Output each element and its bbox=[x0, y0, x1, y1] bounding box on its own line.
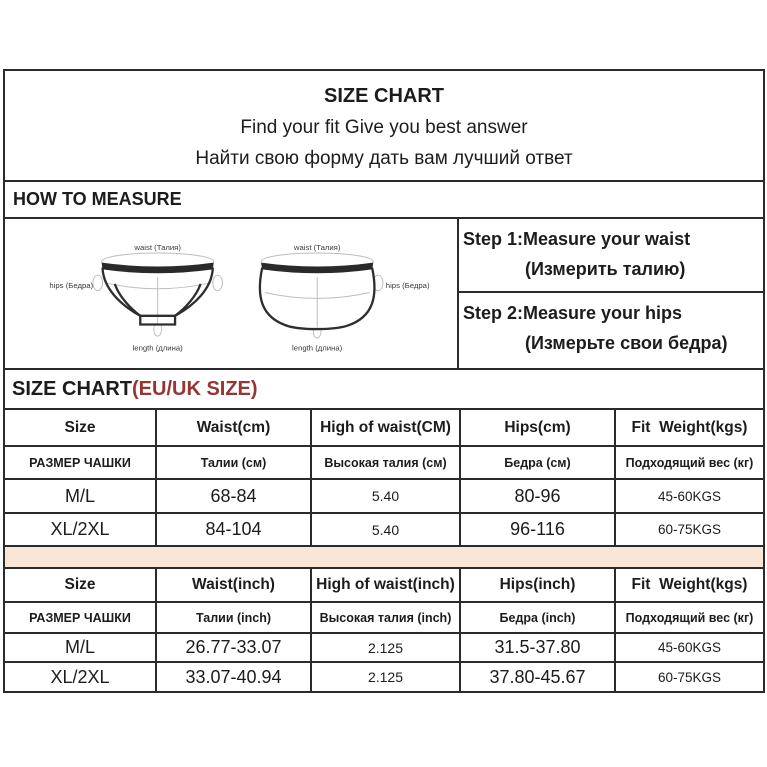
panty-back-sketch bbox=[260, 253, 383, 338]
header-cell: High of waist(inch) bbox=[312, 569, 461, 601]
diagram-waist-label: waist (Талия) bbox=[293, 243, 341, 253]
separator-band bbox=[5, 545, 763, 567]
table-header-row bbox=[5, 410, 763, 445]
cell: 45-60KGS bbox=[657, 488, 722, 504]
cell: XL/2XL bbox=[5, 514, 157, 545]
size-chart-section-heading bbox=[5, 368, 763, 408]
diagram-length-label: length (длина) bbox=[132, 343, 183, 353]
title-block bbox=[5, 71, 763, 180]
content-box bbox=[3, 69, 765, 693]
cell: 2.125 bbox=[312, 663, 461, 691]
step-2 bbox=[459, 293, 763, 366]
measure-steps bbox=[459, 219, 763, 368]
header-cell-ru: Бедра (см) bbox=[461, 447, 616, 478]
step-1 bbox=[459, 219, 763, 293]
header-cell-ru: Подходящий вес (кг) bbox=[625, 610, 754, 625]
header-cell: Hips(cm) bbox=[461, 410, 616, 445]
size-table-inch bbox=[5, 567, 763, 691]
header-cell: Waist(cm) bbox=[157, 410, 312, 445]
header-cell: Fit Weight(kgs) bbox=[631, 576, 748, 593]
cell: 96-116 bbox=[461, 514, 616, 545]
cell: 84-104 bbox=[157, 514, 312, 545]
header-cell-ru: Талии (см) bbox=[157, 447, 312, 478]
page-title: SIZE CHART bbox=[324, 85, 444, 107]
cell: 80-96 bbox=[461, 480, 616, 512]
diagram-hips-label: hips (Бедра) bbox=[385, 280, 430, 290]
diagram-hips-label: hips (Бедра) bbox=[49, 280, 94, 290]
step-2-text-en: Step 2:Measure your hips bbox=[463, 303, 683, 323]
header-cell: Size bbox=[5, 410, 157, 445]
measure-diagram bbox=[35, 223, 435, 368]
table-header-row-ru bbox=[5, 445, 763, 478]
header-cell-ru: РАЗМЕР ЧАШКИ bbox=[5, 603, 157, 632]
cell: 26.77-33.07 bbox=[157, 634, 312, 661]
size-chart-heading-accent: (EU/UK SIZE) bbox=[132, 377, 258, 400]
cell: 33.07-40.94 bbox=[157, 663, 312, 691]
step-2-text-ru: (Измерьте свои бедра) bbox=[525, 333, 728, 353]
header-cell: Size bbox=[5, 569, 157, 601]
cell: M/L bbox=[5, 634, 157, 661]
diagram-length-label: length (длина) bbox=[292, 343, 343, 353]
header-cell-ru: Высокая талия (см) bbox=[312, 447, 461, 478]
cell: XL/2XL bbox=[5, 663, 157, 691]
header-cell: High of waist(CM) bbox=[312, 410, 461, 445]
subtitle-en: Find your fit Give you best answer bbox=[240, 117, 528, 138]
measure-diagram-cell bbox=[5, 219, 459, 368]
header-cell-ru: РАЗМЕР ЧАШКИ bbox=[5, 447, 157, 478]
header-cell: Waist(inch) bbox=[157, 569, 312, 601]
measure-section bbox=[5, 217, 763, 368]
cell: 45-60KGS bbox=[657, 640, 722, 655]
size-chart-heading-black: SIZE CHART bbox=[12, 377, 132, 400]
table-header-row bbox=[5, 569, 763, 601]
cell: 5.40 bbox=[312, 514, 461, 545]
header-cell-ru: Высокая талия (inch) bbox=[312, 603, 461, 632]
table-row bbox=[5, 632, 763, 661]
cell: 31.5-37.80 bbox=[461, 634, 616, 661]
subtitle-ru: Найти свою форму дать вам лучший ответ bbox=[195, 148, 573, 169]
table-row bbox=[5, 661, 763, 691]
cell: 60-75KGS bbox=[657, 669, 722, 685]
cell: M/L bbox=[5, 480, 157, 512]
table-row bbox=[5, 512, 763, 545]
cell: 37.80-45.67 bbox=[461, 663, 616, 691]
panty-front-sketch bbox=[93, 253, 223, 336]
diagram-waist-label: waist (Талия) bbox=[134, 243, 181, 253]
header-cell-ru: Подходящий вес (кг) bbox=[625, 455, 754, 470]
header-cell-ru: Бедра (inch) bbox=[461, 603, 616, 632]
cell: 2.125 bbox=[312, 634, 461, 661]
cell: 5.40 bbox=[312, 480, 461, 512]
cell: 68-84 bbox=[157, 480, 312, 512]
header-cell: Fit Weight(kgs) bbox=[631, 418, 748, 436]
step-1-text-ru: (Измерить талию) bbox=[525, 259, 686, 279]
size-table-cm bbox=[5, 408, 763, 545]
how-to-measure-heading: HOW TO MEASURE bbox=[5, 180, 763, 217]
header-cell: Hips(inch) bbox=[461, 569, 616, 601]
header-cell-ru: Талии (inch) bbox=[157, 603, 312, 632]
table-row bbox=[5, 478, 763, 512]
table-header-row-ru bbox=[5, 601, 763, 632]
step-1-text-en: Step 1:Measure your waist bbox=[463, 229, 691, 249]
cell: 60-75KGS bbox=[657, 522, 722, 537]
